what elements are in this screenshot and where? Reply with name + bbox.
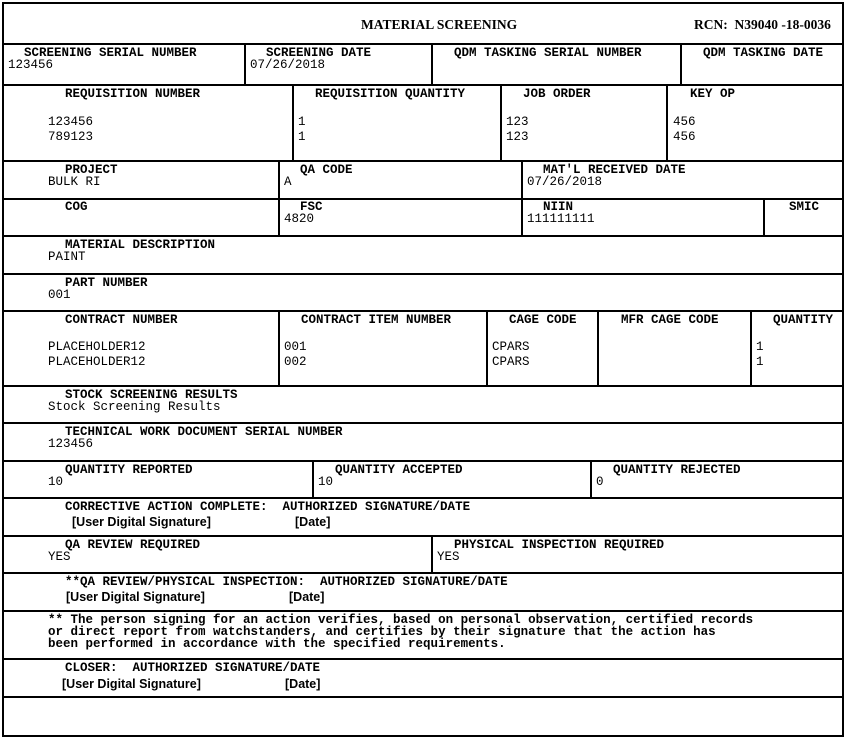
row-divider	[4, 610, 842, 612]
closer-date: [Date]	[285, 677, 321, 691]
column-divider	[486, 310, 488, 385]
column-divider	[680, 43, 682, 84]
column-divider	[431, 43, 433, 84]
contract-number-value: PLACEHOLDER12	[48, 340, 146, 354]
quantity-accepted-value: 10	[318, 475, 334, 489]
column-divider	[590, 460, 592, 497]
qa-code-value: A	[284, 175, 292, 189]
part-number-label: PART NUMBER	[65, 276, 148, 290]
twd-serial-value: 123456	[48, 437, 94, 451]
contract-item-label: CONTRACT ITEM NUMBER	[301, 313, 452, 327]
column-divider	[278, 198, 280, 235]
qa-review-label: QA REVIEW REQUIRED	[65, 538, 201, 552]
row-divider	[4, 385, 842, 387]
column-divider	[431, 535, 433, 572]
qdm-serial-label: QDM TASKING SERIAL NUMBER	[454, 46, 642, 60]
form-title: MATERIAL SCREENING	[361, 17, 518, 32]
row-divider	[4, 497, 842, 499]
twd-serial-label: TECHNICAL WORK DOCUMENT SERIAL NUMBER	[65, 425, 343, 439]
quantity-rejected-value: 0	[596, 475, 604, 489]
key-op-value: 456	[673, 130, 696, 144]
column-divider	[763, 198, 765, 235]
project-label: PROJECT	[65, 163, 118, 177]
stock-screening-label: STOCK SCREENING RESULTS	[65, 388, 238, 402]
qa-code-label: QA CODE	[300, 163, 353, 177]
niin-label: NIIN	[543, 200, 574, 214]
material-description-value: PAINT	[48, 250, 86, 264]
requisition-quantity-value: 1	[298, 130, 306, 144]
job-order-label: JOB ORDER	[523, 87, 591, 101]
material-screening-form	[2, 2, 844, 737]
corrective-date: [Date]	[295, 515, 331, 529]
fsc-value: 4820	[284, 212, 315, 226]
column-divider	[521, 160, 523, 198]
project-value: BULK RI	[48, 175, 101, 189]
qa-physical-signature: [User Digital Signature]	[66, 590, 205, 604]
material-description-label: MATERIAL DESCRIPTION	[65, 238, 216, 252]
screening-date-label: SCREENING DATE	[266, 46, 372, 60]
job-order-value: 123	[506, 115, 529, 129]
column-divider	[597, 310, 599, 385]
row-divider	[4, 198, 842, 200]
row-divider	[4, 43, 842, 45]
requisition-quantity-value: 1	[298, 115, 306, 129]
row-divider	[4, 84, 842, 86]
quantity-reported-value: 10	[48, 475, 64, 489]
mfr-cage-code-label: MFR CAGE CODE	[621, 313, 719, 327]
qdm-date-label: QDM TASKING DATE	[703, 46, 824, 60]
contract-number-label: CONTRACT NUMBER	[65, 313, 178, 327]
requisition-quantity-label: REQUISITION QUANTITY	[315, 87, 466, 101]
certification-note-line: or direct report from watchstanders, and certifies by their signature that the action has	[48, 625, 716, 639]
received-date-value: 07/26/2018	[527, 175, 603, 189]
column-divider	[312, 460, 314, 497]
qa-physical-signature-label: **QA REVIEW/PHYSICAL INSPECTION: AUTHORIZED SIGNATURE/DATE	[65, 575, 508, 589]
column-divider	[244, 43, 246, 84]
certification-note-line: been performed in accordance with the specified requirements.	[48, 637, 506, 651]
row-divider	[4, 235, 842, 237]
column-divider	[292, 84, 294, 160]
row-divider	[4, 696, 842, 698]
cage-code-label: CAGE CODE	[509, 313, 577, 327]
contract-item-value: 002	[284, 355, 307, 369]
cage-code-value: CPARS	[492, 340, 530, 354]
row-divider	[4, 422, 842, 424]
closer-signature: [User Digital Signature]	[62, 677, 201, 691]
requisition-number-value: 123456	[48, 115, 94, 129]
contract-quantity-value: 1	[756, 340, 764, 354]
row-divider	[4, 310, 842, 312]
contract-quantity-value: 1	[756, 355, 764, 369]
rcn-number: RCN: N39040 -18-0036	[694, 17, 831, 32]
column-divider	[750, 310, 752, 385]
screening-date-value: 07/26/2018	[250, 58, 326, 72]
stock-screening-value: Stock Screening Results	[48, 400, 221, 414]
requisition-number-label: REQUISITION NUMBER	[65, 87, 201, 101]
screening-serial-label: SCREENING SERIAL NUMBER	[24, 46, 197, 60]
column-divider	[278, 160, 280, 198]
key-op-label: KEY OP	[690, 87, 736, 101]
part-number-value: 001	[48, 288, 71, 302]
certification-note-line: ** The person signing for an action verifies, based on personal observation, certified records	[48, 613, 754, 627]
contract-quantity-label: QUANTITY	[773, 313, 834, 327]
qa-physical-date: [Date]	[289, 590, 325, 604]
row-divider	[4, 160, 842, 162]
key-op-value: 456	[673, 115, 696, 129]
screening-serial-value: 123456	[8, 58, 54, 72]
cog-label: COG	[65, 200, 88, 214]
quantity-reported-label: QUANTITY REPORTED	[65, 463, 193, 477]
smic-label: SMIC	[789, 200, 820, 214]
corrective-signature: [User Digital Signature]	[72, 515, 211, 529]
row-divider	[4, 460, 842, 462]
fsc-label: FSC	[300, 200, 323, 214]
contract-item-value: 001	[284, 340, 307, 354]
job-order-value: 123	[506, 130, 529, 144]
quantity-accepted-label: QUANTITY ACCEPTED	[335, 463, 463, 477]
row-divider	[4, 535, 842, 537]
received-date-label: MAT'L RECEIVED DATE	[543, 163, 686, 177]
physical-inspection-label: PHYSICAL INSPECTION REQUIRED	[454, 538, 665, 552]
row-divider	[4, 273, 842, 275]
contract-number-value: PLACEHOLDER12	[48, 355, 146, 369]
closer-signature-label: CLOSER: AUTHORIZED SIGNATURE/DATE	[65, 661, 321, 675]
row-divider	[4, 572, 842, 574]
column-divider	[278, 310, 280, 385]
corrective-action-label: CORRECTIVE ACTION COMPLETE: AUTHORIZED SIGNATURE/DATE	[65, 500, 471, 514]
quantity-rejected-label: QUANTITY REJECTED	[613, 463, 741, 477]
row-divider	[4, 658, 842, 660]
column-divider	[521, 198, 523, 235]
requisition-number-value: 789123	[48, 130, 94, 144]
cage-code-value: CPARS	[492, 355, 530, 369]
column-divider	[500, 84, 502, 160]
qa-review-value: YES	[48, 550, 71, 564]
niin-value: 111111111	[527, 212, 595, 226]
column-divider	[666, 84, 668, 160]
physical-inspection-value: YES	[437, 550, 460, 564]
